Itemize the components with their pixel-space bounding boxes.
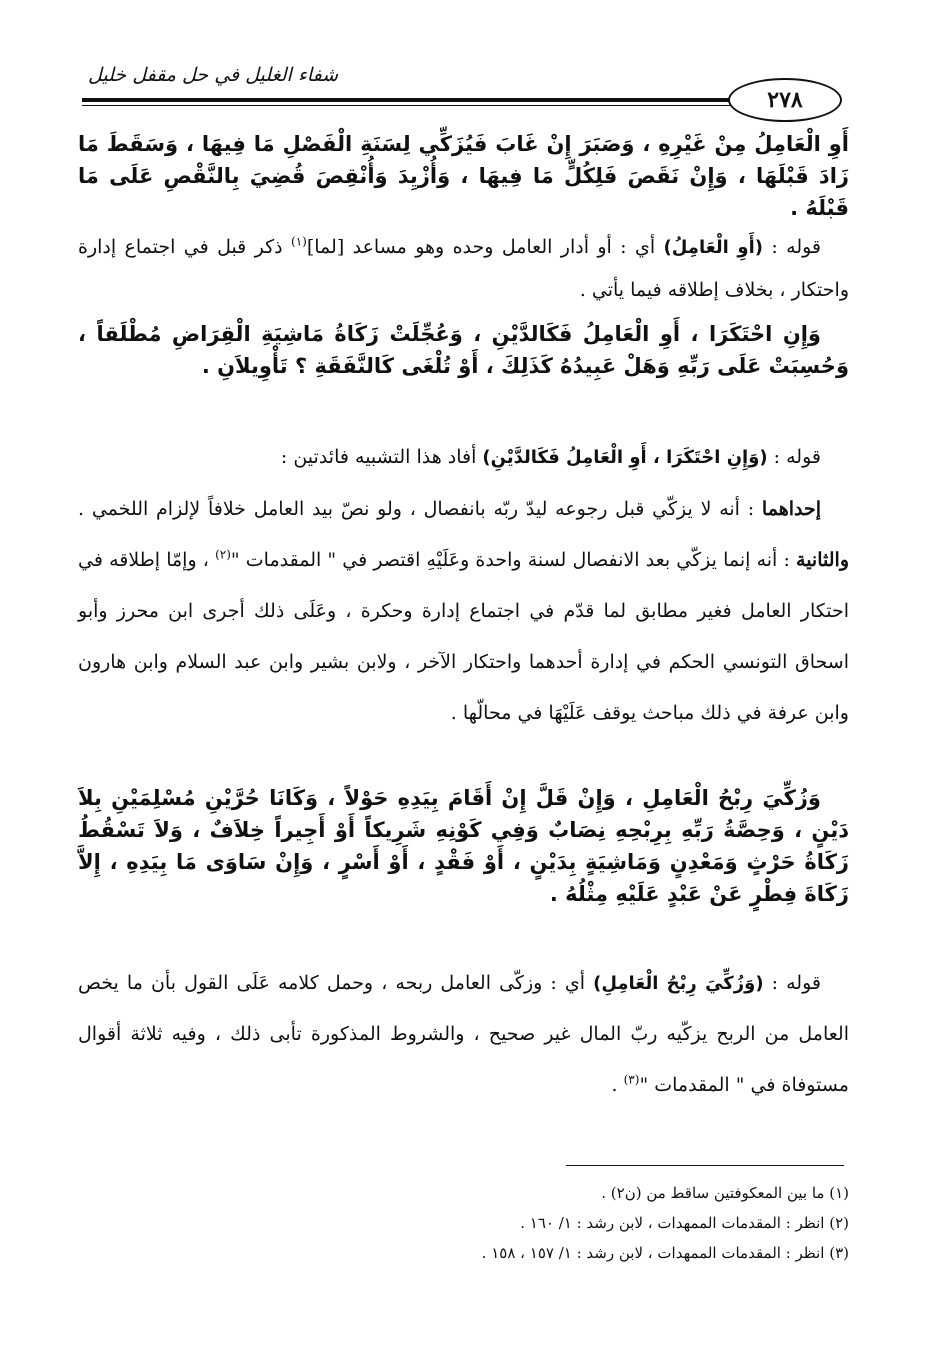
footnote-ref-3[interactable]: (٣) bbox=[623, 1072, 640, 1087]
footnote-item-2: (٢) انظر : المقدمات الممهدات ، لابن رشد : ١/ ١٦٠ . bbox=[520, 1214, 849, 1232]
sharh-text: أي : وزكّى العامل ربحه ، وحمل كلامه عَلَى القول بأن ما يخص العامل من الربح يزكّيه ربّ المال غير صحيح ، والشروط المذكورة تأبى ذلك ، وفيه ثلاثة أقوال مستوفاة في " المقدمات " bbox=[78, 972, 849, 1096]
footnote-ref-1[interactable]: (١) bbox=[291, 234, 307, 249]
footnote-item-3: (٣) انظر : المقدمات الممهدات ، لابن رشد : ١/ ١٥٧ ، ١٥٨ . bbox=[481, 1244, 849, 1262]
footnote-ref-2[interactable]: (٢) bbox=[215, 547, 231, 562]
matn-text: وَإِنِ احْتَكَرَا ، أَوِ الْعَامِلُ فَكَالدَّيْنِ ، وَعُجِّلَتْ زَكَاةُ مَاشِيَةِ الْقِرَاضِ مُطْلَقاً ، وَحُسِبَتْ عَلَى رَبِّهِ وَهَلْ عَبِيدُهُ كَذَلِكَ ، أَوْ تُلْغَى كَالنَّفَقَةِ ؟ تَأْوِيلاَنِ . bbox=[78, 322, 849, 378]
sharh-text: ، وإمّا إطلاقه في احتكار العامل فغير مطابق لما قدّم في اجتماع إدارة وحكرة ، وعَلَى ذلك أجرى ابن محرز وأبو اسحاق التونسي الحكم في إدارة أحدهما واحتكار الآخر ، ولابن بشير وابن عبد السلام وابن هارون وابن عرفة في ذلك مباحث يوقف عَلَيْهَا في محالّها . bbox=[78, 549, 849, 724]
sharh-lead: قوله : bbox=[762, 236, 822, 258]
sharh-lemma: (وَإِنِ احْتَكَرَا ، أَوِ الْعَامِلُ فَكَالدَّيْنِ) bbox=[482, 447, 768, 468]
header-rule-thin bbox=[82, 105, 734, 106]
matn-text: وَزُكِّيَ رِبْحُ الْعَامِلِ ، وَإِنْ قَلَّ إِنْ أَقَامَ بِيَدِهِ حَوْلاً ، وَكَانَا حُرَّيْنِ مُسْلِمَيْنِ بِلاَ دَيْنٍ ، وَحِصَّةُ رَبِّهِ بِرِبْحِهِ نِصَابٌ وَفِي كَوْنِهِ شَرِيكاً أَوْ أَجِيراً خِلاَفٌ ، وَلاَ تَسْقُطُ زَكَاةُ حَرْثٍ وَمَعْدِنٍ وَمَاشِيَةٍ بِدَيْنٍ ، أَوْ فَقْدٍ ، أَوْ أَسْرٍ ، وَإِنْ سَاوَى مَا بِيَدِهِ ، إِلاَّ زَكَاةَ فِطْرٍ عَنْ عَبْدٍ عَلَيْهِ مِثْلُهُ . bbox=[78, 786, 849, 906]
footnote-divider bbox=[566, 1165, 844, 1166]
sharh-text: : أنه إنما يزكّي بعد الانفصال لسنة واحدة وعَلَيْهِ اقتصر في " المقدمات " bbox=[230, 549, 797, 571]
sharh-paragraph-3 bbox=[78, 484, 849, 739]
footnote-item-1: (١) ما بين المعكوفتين ساقط من (ن٢) . bbox=[601, 1184, 849, 1202]
sharh-paragraph-2 bbox=[78, 432, 849, 483]
sharh-lead: إحداهما bbox=[761, 498, 821, 520]
matn-paragraph-3 bbox=[78, 782, 849, 910]
sharh-text: أي : أو أدار العامل وحده وهو مساعد [لما] bbox=[306, 236, 664, 258]
matn-paragraph-2 bbox=[78, 318, 849, 382]
sharh-lead: قوله : bbox=[767, 446, 821, 468]
sharh-lemma: (وَزُكِّيَ رِبْحُ الْعَامِلِ) bbox=[593, 973, 764, 994]
matn-paragraph-1: أَوِ الْعَامِلُ مِنْ غَيْرِهِ ، وَصَبَرَ إِنْ غَابَ فَيُزَكِّي لِسَنَةِ الْفَصْلِ مَا فِيهَا ، وَسَقَطَ مَا زَادَ قَبْلَهَا ، وَإِنْ نَقَصَ فَلِكُلٍّ مَا فِيهَا ، وَأُزْيِدَ وَأُنْقِصَ قُضِيَ بِالنَّقْصِ عَلَى مَا قَبْلَهُ . bbox=[78, 132, 849, 220]
running-title: شفاء الغليل في حل مقفل خليل bbox=[82, 64, 344, 86]
sharh-paragraph-1 bbox=[78, 226, 849, 311]
footnotes bbox=[300, 1178, 849, 1268]
header-rule-thick bbox=[82, 98, 734, 102]
sharh-text: . bbox=[611, 1074, 624, 1096]
sharh-lemma: (أَوِ الْعَامِلُ) bbox=[663, 237, 763, 258]
sharh-text: ذكر قبل في اجتماع إدارة واحتكار ، بخلاف إطلاقه فيما يأتي . bbox=[78, 236, 849, 301]
sharh-lead: قوله : bbox=[763, 972, 821, 994]
sharh-text: أفاد هذا التشبيه فائدتين : bbox=[280, 446, 483, 468]
sharh-lead-2: والثانية bbox=[796, 549, 849, 571]
page-number: ٢٧٨ bbox=[728, 78, 842, 122]
sharh-text: : أنه لا يزكّي قبل رجوعه ليدّ ربّه بانفصال ، ولو نصّ بيد العامل خلافاً لإلزام اللخمي . bbox=[78, 498, 762, 520]
sharh-paragraph-4 bbox=[78, 958, 849, 1111]
